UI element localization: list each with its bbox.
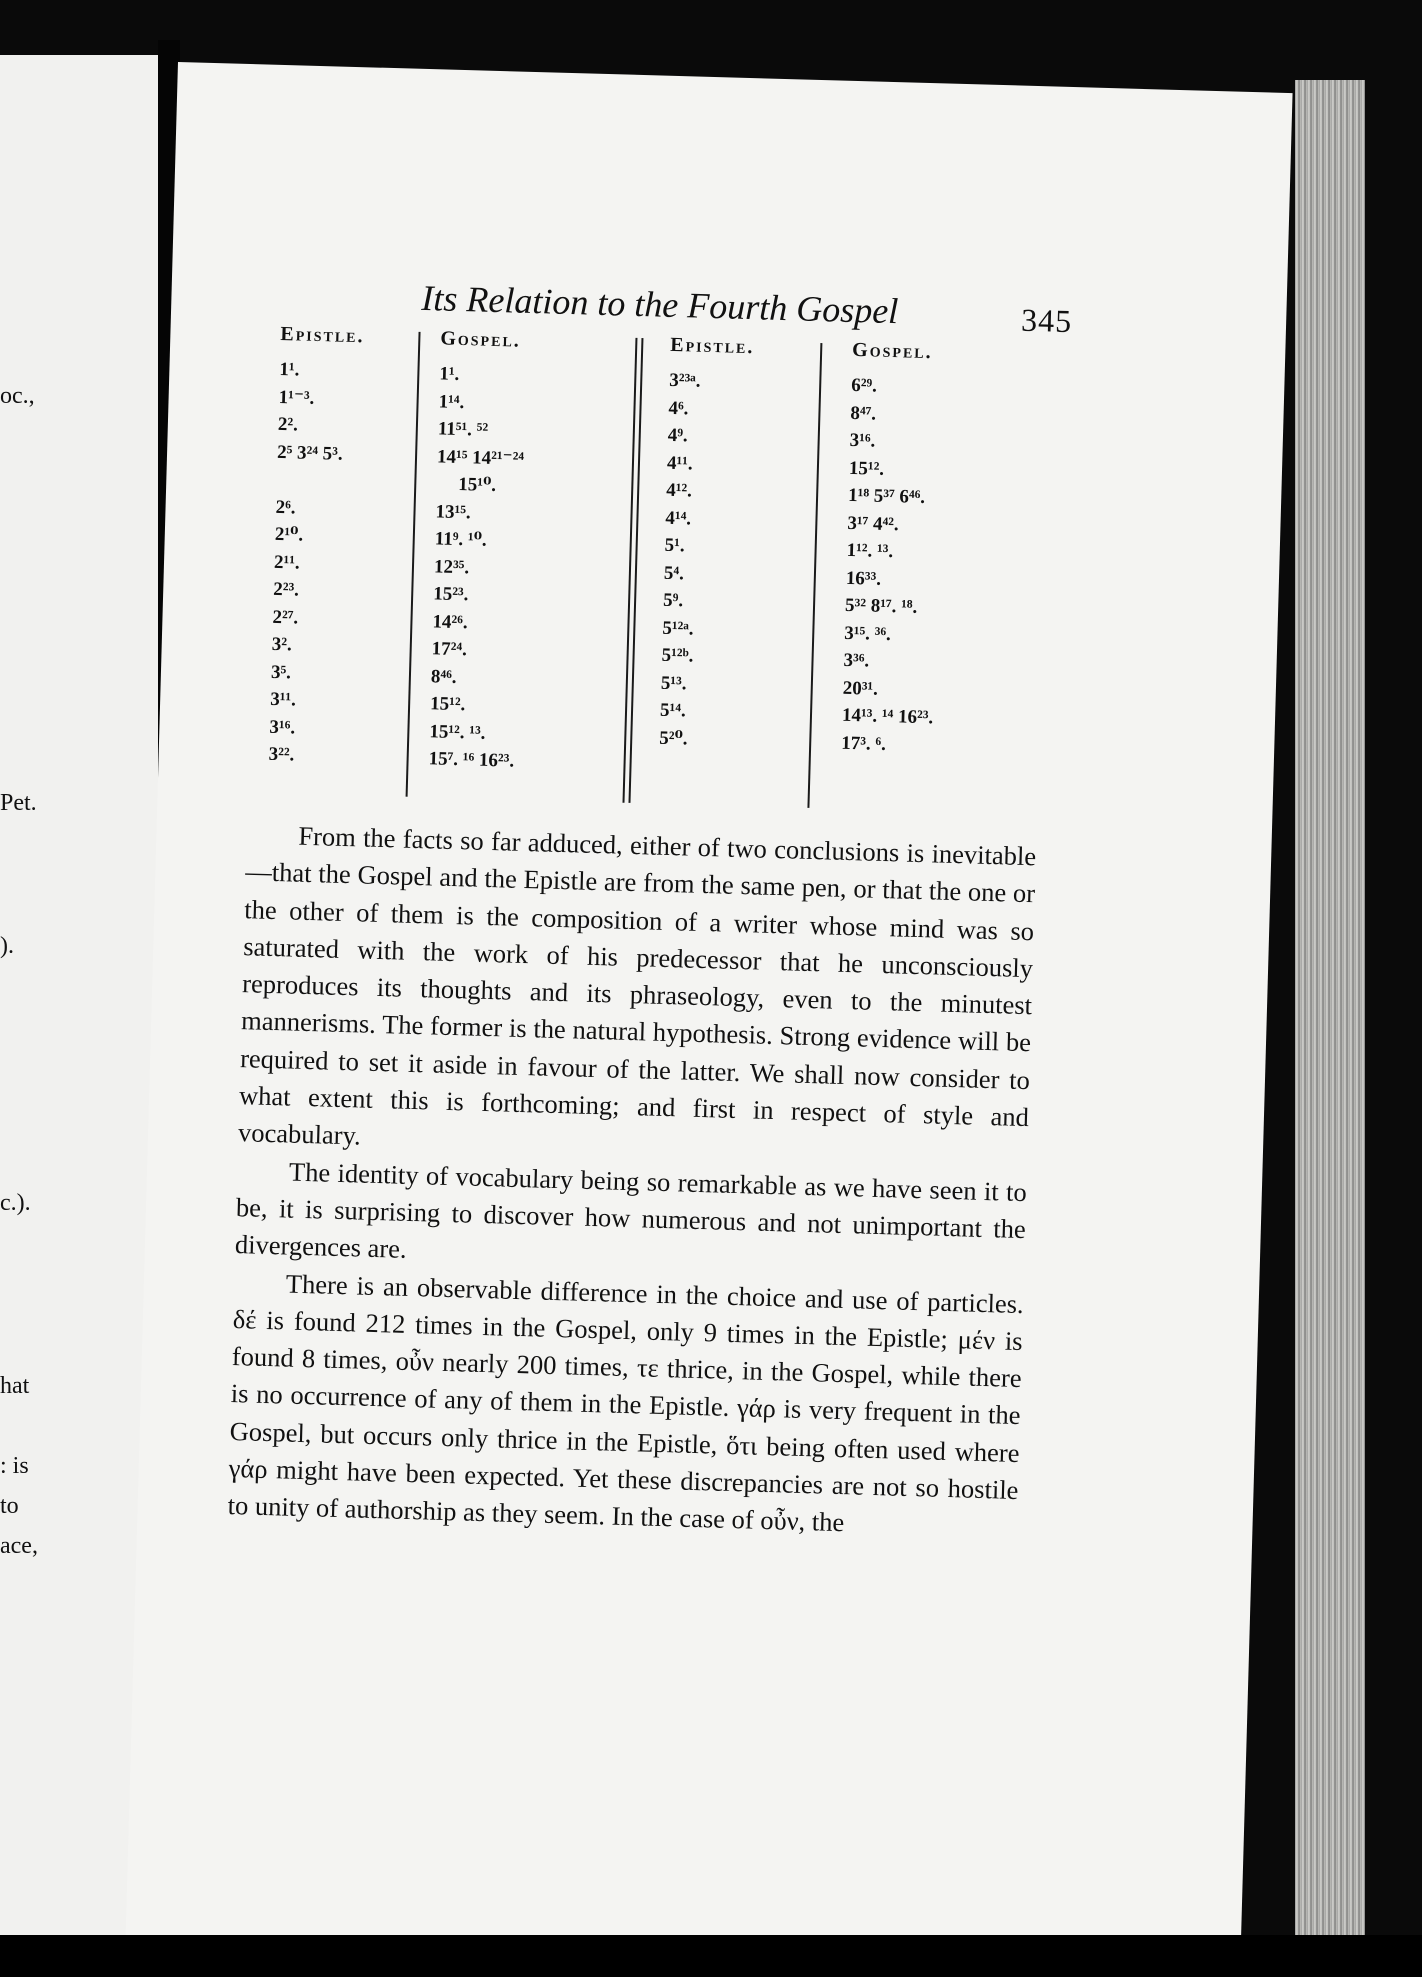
epistle-ref: 4⁶. xyxy=(668,397,689,419)
column-header: Gospel. xyxy=(851,338,933,364)
epistle-ref: 5⁹. xyxy=(662,589,684,612)
gospel-ref: 12³⁵. xyxy=(433,555,470,578)
gospel-ref: 14¹⁵ 14²¹⁻²⁴ xyxy=(436,445,525,470)
gospel-ref: 3¹⁷ 4⁴². xyxy=(847,512,899,535)
running-head: Its Relation to the Fourth Gospel xyxy=(420,277,899,332)
epistle-ref: 5¹³. xyxy=(660,672,687,694)
body-text xyxy=(227,816,1036,1546)
left-page-fragment: ). xyxy=(0,933,14,959)
epistle-ref: 2¹⁰. xyxy=(274,523,304,546)
gospel-ref: 3³⁶. xyxy=(843,649,870,672)
epistle-ref: 2⁵ 3²⁴ 5³. xyxy=(276,441,343,465)
column-header: Epistle. xyxy=(280,322,365,348)
epistle-ref: 2⁶. xyxy=(275,496,296,518)
left-page-fragment: to xyxy=(0,1493,19,1519)
gospel-ref: 5³² 8¹⁷. ¹⁸. xyxy=(844,594,918,618)
paragraph: The identity of vocabulary being so remarkable as we have seen it to be, it is surprising to discover how numerous and not unimportant the divergences are. xyxy=(234,1156,1028,1265)
gospel-ref: 1¹⁸ 5³⁷ 6⁴⁶. xyxy=(847,484,926,509)
epistle-ref xyxy=(276,466,361,496)
book-page xyxy=(126,62,1293,1972)
gospel-ref: 16³³. xyxy=(845,567,882,590)
gospel-ref: 1¹⁴. xyxy=(438,390,465,413)
epistle-ref: 5¹. xyxy=(664,534,685,557)
gospel-ref: 17³. ⁶. xyxy=(840,732,887,755)
left-page-fragment: c.). xyxy=(0,1190,31,1216)
gospel-ref: 15¹². xyxy=(848,457,885,480)
epistle-ref: 5²⁰. xyxy=(659,727,688,749)
gospel-column-right xyxy=(841,339,944,759)
column-rule xyxy=(807,343,822,808)
epistle-ref: 3²³ᵃ. xyxy=(669,369,701,392)
epistle-column-right xyxy=(659,334,755,754)
epistle-ref: 5¹²ᵇ. xyxy=(661,644,694,667)
gospel-ref: 13¹⁵. xyxy=(435,500,471,523)
epistle-ref: 1¹⁻³. xyxy=(278,386,315,409)
comparison-table xyxy=(267,323,1040,819)
epistle-ref: 4¹¹. xyxy=(666,452,693,475)
left-page-fragment: Pet. xyxy=(0,790,37,816)
gospel-ref: 3¹⁵. ³⁶. xyxy=(844,622,892,645)
epistle-ref: 1¹. xyxy=(279,358,300,381)
epistle-ref: 5¹²ᵃ. xyxy=(662,617,694,640)
bottom-shadow xyxy=(0,1935,1422,1977)
epistle-ref: 2²⁷. xyxy=(272,606,299,629)
paragraph: There is an observable difference in the choice and use of particles. δέ is found 212 times in the Gospel, only 9 times in the Epistle; μέν is found 8 times, οὖν nearly 200 times, τε thrice, in the Gospel, while there is no occurrence of any of them in the Epistle. γάρ is very frequent in the Gospel, but occurs only thrice in the Epistle, ὅτι being often used where γάρ might have been expected. Yet these discrepancies are not so hostile to unity of authorship as they seem. In the case of οὖν, the xyxy=(227,1268,1025,1538)
left-page-fragment: ace, xyxy=(0,1533,38,1559)
epistle-column-left xyxy=(268,323,365,771)
gospel-ref: 14²⁶. xyxy=(432,610,468,633)
gospel-ref: 20³¹. xyxy=(842,677,879,700)
epistle-ref: 3⁵. xyxy=(270,661,292,683)
epistle-ref: 2²³. xyxy=(273,578,300,601)
page-edges xyxy=(1295,80,1365,1940)
gospel-ref: 15¹⁰. xyxy=(458,473,497,497)
gospel-ref: 1¹. xyxy=(439,363,460,385)
epistle-ref: 2². xyxy=(277,413,299,436)
epistle-ref: 5¹⁴. xyxy=(659,699,687,722)
column-header: Gospel. xyxy=(440,327,522,352)
gospel-ref: 17²⁴. xyxy=(431,638,468,661)
gospel-ref: 1¹². ¹³. xyxy=(846,539,894,563)
column-header: Epistle. xyxy=(669,333,755,359)
paragraph: From the facts so far adduced, either of two conclusions is inevitable—that the Gospel and the Epistle are from the same pen, or that the one or the other of them is the composition of a writer whose mind was so saturated with the work of his predecessor that he unconsciously reproduces its thoughts and its phraseology, even to the minutest mannerisms. The former is the natural hypothesis. Strong evidence will be required to set it aside in favour of the latter. We shall now consider to what extent this is forthcoming; and first in respect of style and vocabulary. xyxy=(237,820,1037,1151)
page-number: 345 xyxy=(1020,301,1073,340)
gospel-column-left xyxy=(428,327,527,775)
gospel-ref: 15¹². ¹³. xyxy=(429,720,486,744)
gospel-ref: 8⁴⁷. xyxy=(850,402,877,425)
left-page-fragment: oc., xyxy=(0,383,35,409)
epistle-ref: 4⁹. xyxy=(667,424,689,447)
gospel-ref: 6²⁹. xyxy=(850,374,878,397)
gospel-ref: 15¹². xyxy=(429,693,466,716)
gospel-ref: 11⁵¹. ⁵² xyxy=(437,418,489,441)
gospel-ref: 8⁴⁶. xyxy=(430,665,457,688)
gospel-ref: 14¹³. ¹⁴ 16²³. xyxy=(841,704,934,729)
epistle-ref: 3². xyxy=(271,633,293,656)
epistle-ref: 3¹¹. xyxy=(269,688,297,711)
epistle-ref: 5⁴. xyxy=(663,562,685,584)
gospel-ref: 15²³. xyxy=(432,583,469,606)
left-page-fragment: hat xyxy=(0,1373,30,1399)
left-page-fragment: : is xyxy=(0,1453,29,1479)
epistle-ref: 3²². xyxy=(268,743,295,766)
epistle-ref: 4¹⁴. xyxy=(665,507,692,530)
epistle-ref: 4¹². xyxy=(665,479,693,502)
gospel-ref: 15⁷. ¹⁶ 16²³. xyxy=(428,748,515,772)
epistle-ref: 2¹¹. xyxy=(273,551,301,574)
gospel-ref: 11⁹. ¹⁰. xyxy=(434,528,487,551)
column-rule xyxy=(406,332,421,797)
gospel-ref: 3¹⁶. xyxy=(849,429,876,452)
epistle-ref: 3¹⁶. xyxy=(269,716,296,739)
